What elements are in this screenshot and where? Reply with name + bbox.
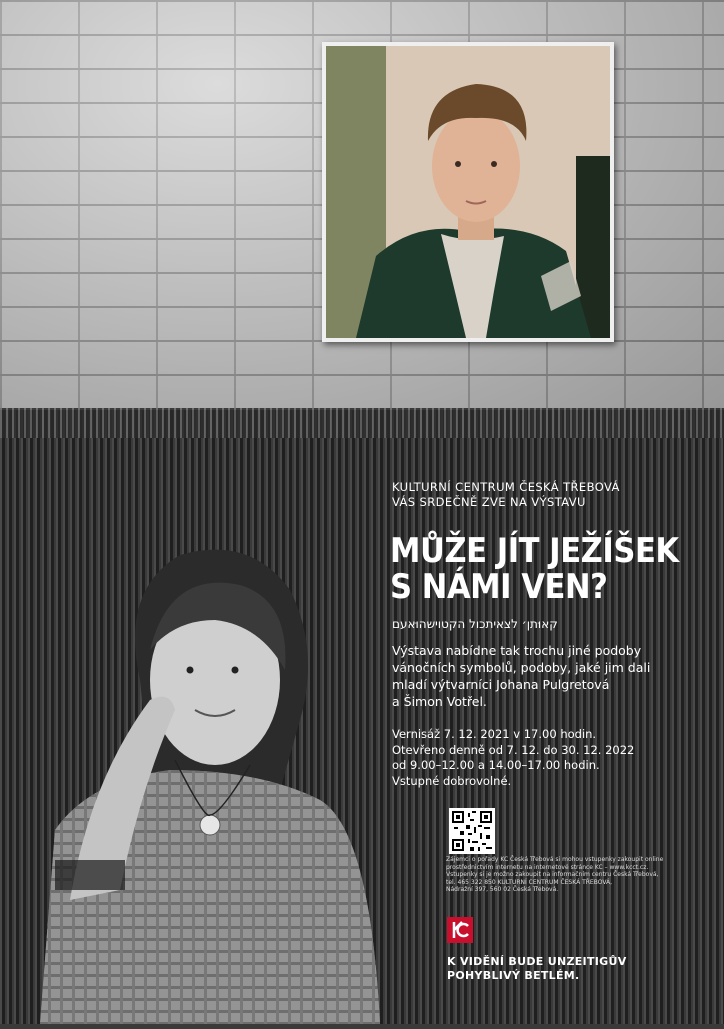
title-line-1: MŮŽE JÍT JEŽÍŠEK <box>390 531 679 571</box>
title-line-2: S NÁMI VEN? <box>390 567 608 607</box>
footer-line-2: POHYBLIVÝ BETLÉM. <box>447 969 580 982</box>
schedule-line: od 9.00–12.00 a 14.00–17.00 hodin. <box>392 758 600 772</box>
fine-print-line: Zájemci o pořady KC Česká Třebová si mohou vstupenky zakoupit online <box>446 856 664 863</box>
ticket-info-fine-print <box>446 856 716 894</box>
fine-print-line: Vstupenky si je možno zakoupit na informačním centru Česká Třebová, <box>446 871 659 879</box>
schedule-line: Vernisáž 7. 12. 2021 v 17.00 hodin. <box>392 727 597 741</box>
framed-portrait-photo <box>322 42 614 342</box>
kc-logo <box>447 917 473 943</box>
footer-line-1: K VIDĚNÍ BUDE UNZEITIGŮV <box>447 955 627 968</box>
portrait-woman-image <box>0 530 420 1024</box>
description-line: Výstava nabídne tak trochu jiné podoby <box>392 643 642 658</box>
schedule-block <box>392 727 634 789</box>
fine-print-line: tel. 465 322 850 KULTURNÍ CENTRUM ČESKÁ TŘEBOVÁ, <box>446 878 613 886</box>
schedule-line: Vstupné dobrovolné. <box>392 773 512 788</box>
organizer-block <box>392 480 620 510</box>
fine-print-line: Nádražní 397, 560 02 Česká Třebová. <box>446 886 559 894</box>
hebrew-subtitle: קאוּתן׳ לצאיתכול הקטוישהוּאעם <box>392 617 558 631</box>
schedule-line: Otevřeno denně od 7. 12. do 30. 12. 2022 <box>392 742 635 757</box>
exhibition-title <box>390 533 679 605</box>
description-line: mladí výtvarníci Johana Pulgretová <box>392 677 610 692</box>
qr-code-icon[interactable] <box>449 808 495 854</box>
description-line: a Šimon Votřel. <box>392 694 487 709</box>
fine-print-line: prostřednictvím internetu na internetové stránce KC – www.kcct.cz. <box>446 863 649 871</box>
reed-fence-top <box>0 408 724 438</box>
exhibition-description <box>392 642 692 710</box>
portrait-man-image <box>326 46 610 338</box>
nativity-scene-note <box>447 955 627 983</box>
invitation-line: VÁS SRDEČNĚ ZVE NA VÝSTAVU <box>392 495 586 509</box>
description-line: vánočních symbolů, podoby, jaké jim dali <box>392 660 651 675</box>
organizer-name: KULTURNÍ CENTRUM ČESKÁ TŘEBOVÁ <box>392 480 620 494</box>
